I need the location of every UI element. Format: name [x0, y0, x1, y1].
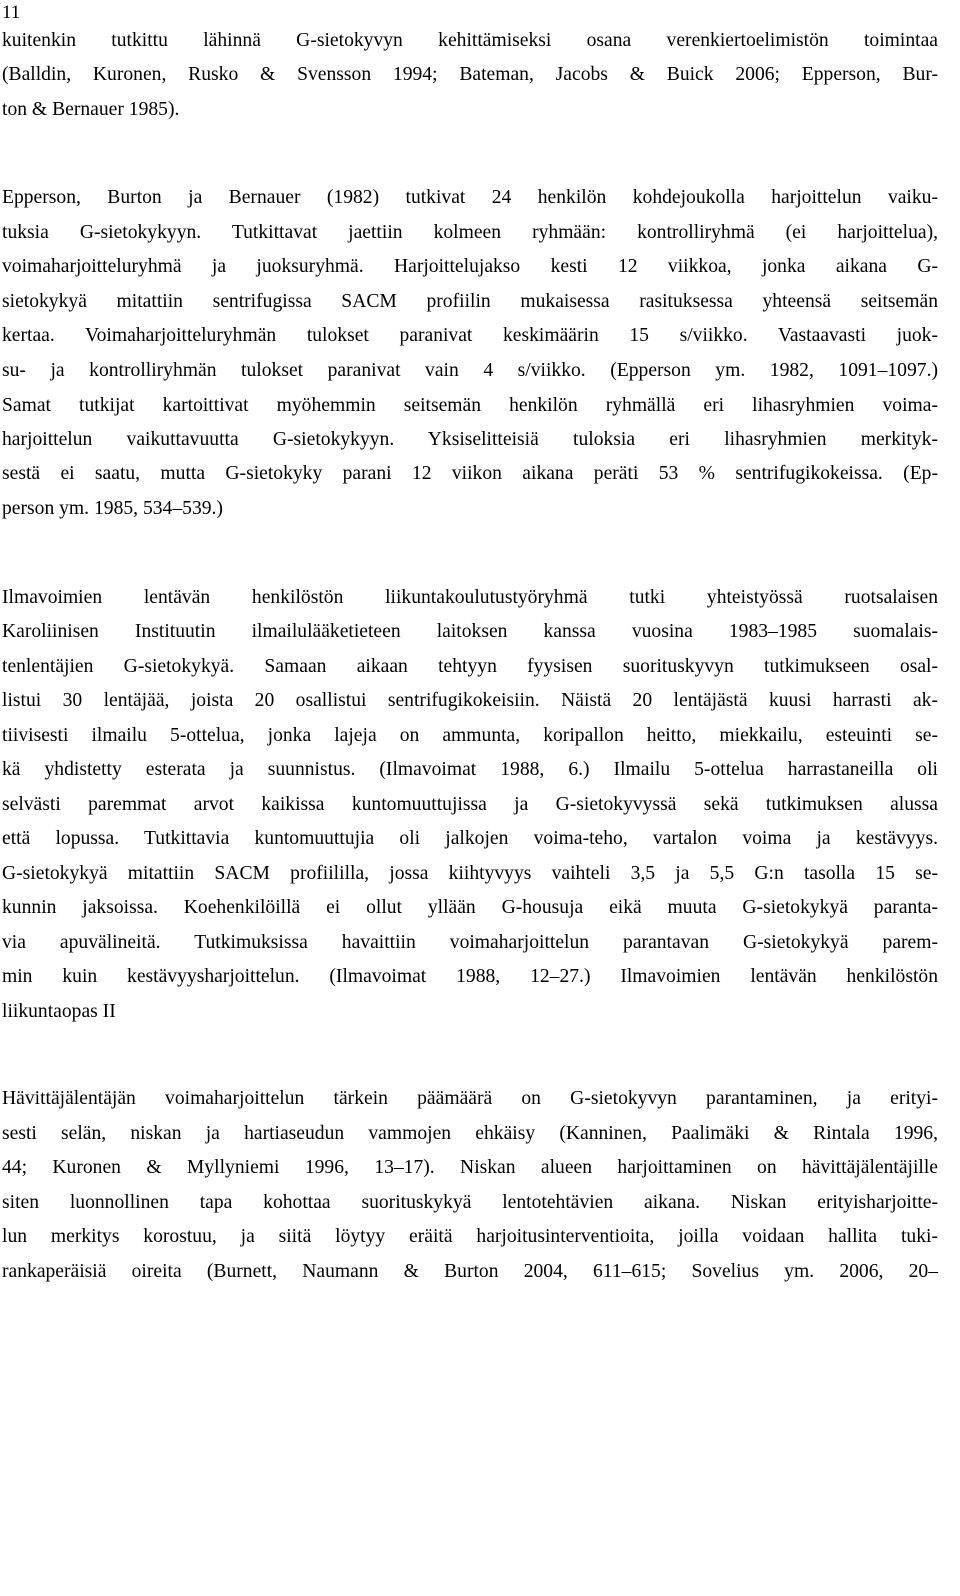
text-line: että lopussa. Tutkittavia kuntomuuttujia oli jalkojen voima-teho, vartalon voima ja kestävyys. [2, 828, 938, 849]
text-line: siten luonnollinen tapa kohottaa suorituskykyä lentotehtävien aikana. Niskan erityisharjoitte- [2, 1192, 938, 1213]
text-line: G-sietokykyä mitattiin SACM profiililla, jossa kiihtyvyys vaihteli 3,5 ja 5,5 G:n tasolla 15 se- [2, 863, 938, 884]
text-line: Karoliinisen Instituutin ilmailulääketieteen laitoksen kanssa vuosina 1983–1985 suomalais- [2, 621, 938, 642]
text-line: Samat tutkijat kartoittivat myöhemmin seitsemän henkilön ryhmällä eri lihasryhmien voima- [2, 395, 938, 416]
text-line: ton & Bernauer 1985). [2, 99, 180, 120]
text-line: person ym. 1985, 534–539.) [2, 498, 223, 519]
text-line: Hävittäjälentäjän voimaharjoittelun tärkein päämäärä on G-sietokyvyn parantaminen, ja erityi- [2, 1088, 938, 1109]
text-line: sestä ei saatu, mutta G-sietokyky parani 12 viikon aikana peräti 53 % sentrifugikokeissa. (Ep- [2, 463, 938, 484]
text-line: lun merkitys korostuu, ja siitä löytyy eräitä harjoitusinterventioita, joilla voidaan hallita tuki- [2, 1226, 938, 1247]
text-line: tiivisesti ilmailu 5-ottelua, jonka lajeja on ammunta, koripallon heitto, miekkailu, esteuinti se- [2, 725, 938, 746]
text-line: tenlentäjien G-sietokykyä. Samaan aikaan tehtyyn fyysisen suorituskyvyn tutkimukseen osal- [2, 656, 938, 677]
text-line: Ilmavoimien lentävän henkilöstön liikuntakoulutustyöryhmä tutki yhteistyössä ruotsalaisen [2, 587, 938, 608]
text-line: rankaperäisiä oireita (Burnett, Naumann & Burton 2004, 611–615; Sovelius ym. 2006, 20– [2, 1261, 938, 1282]
text-line: voimaharjoitteluryhmä ja juoksuryhmä. Harjoittelujakso kesti 12 viikkoa, jonka aikana G- [2, 256, 938, 277]
text-line: kunnin jaksoissa. Koehenkilöillä ei ollut yllään G-housuja eikä muuta G-sietokykyä paranta- [2, 897, 938, 918]
text-line: min kuin kestävyysharjoittelun. (Ilmavoimat 1988, 12–27.) Ilmavoimien lentävän henkilöstön [2, 966, 938, 987]
text-line: Epperson, Burton ja Bernauer (1982) tutkivat 24 henkilön kohdejoukolla harjoittelun vaiku- [2, 187, 938, 208]
text-line: via apuvälineitä. Tutkimuksissa havaittiin voimaharjoittelun parantavan G-sietokykyä parem- [2, 932, 938, 953]
text-line: liikuntaopas II [2, 1001, 116, 1022]
text-line: harjoittelun vaikuttavuutta G-sietokykyyn. Yksiselitteisiä tuloksia eri lihasryhmien merkityk- [2, 429, 938, 450]
text-line: selvästi paremmat arvot kaikissa kuntomuuttujissa ja G-sietokyvyssä sekä tutkimuksen alussa [2, 794, 938, 815]
text-line: 44; Kuronen & Myllyniemi 1996, 13–17). Niskan alueen harjoittaminen on hävittäjälentäjille [2, 1157, 938, 1178]
text-line: sietokykyä mitattiin sentrifugissa SACM profiilin mukaisessa rasituksessa yhteensä seitsemän [2, 291, 938, 312]
text-line: kä yhdistetty esterata ja suunnistus. (Ilmavoimat 1988, 6.) Ilmailu 5-ottelua harrastaneilla oli [2, 759, 938, 780]
text-line: kuitenkin tutkittu lähinnä G-sietokyvyn kehittämiseksi osana verenkiertoelimistön toimintaa [2, 30, 938, 51]
page-number: 11 [2, 2, 21, 23]
text-line: tuksia G-sietokykyyn. Tutkittavat jaettiin kolmeen ryhmään: kontrolliryhmä (ei harjoittelua), [2, 222, 938, 243]
text-line: listui 30 lentäjää, joista 20 osallistui sentrifugikokeisiin. Näistä 20 lentäjästä kuusi harrasti ak- [2, 690, 938, 711]
text-line: su- ja kontrolliryhmän tulokset paranivat vain 4 s/viikko. (Epperson ym. 1982, 1091–1097.) [2, 360, 938, 381]
text-line: sesti selän, niskan ja hartiaseudun vammojen ehkäisy (Kanninen, Paalimäki & Rintala 1996, [2, 1123, 938, 1144]
text-line: kertaa. Voimaharjoitteluryhmän tulokset paranivat keskimäärin 15 s/viikko. Vastaavasti juok- [2, 325, 938, 346]
text-line: (Balldin, Kuronen, Rusko & Svensson 1994; Bateman, Jacobs & Buick 2006; Epperson, Bur- [2, 64, 938, 85]
